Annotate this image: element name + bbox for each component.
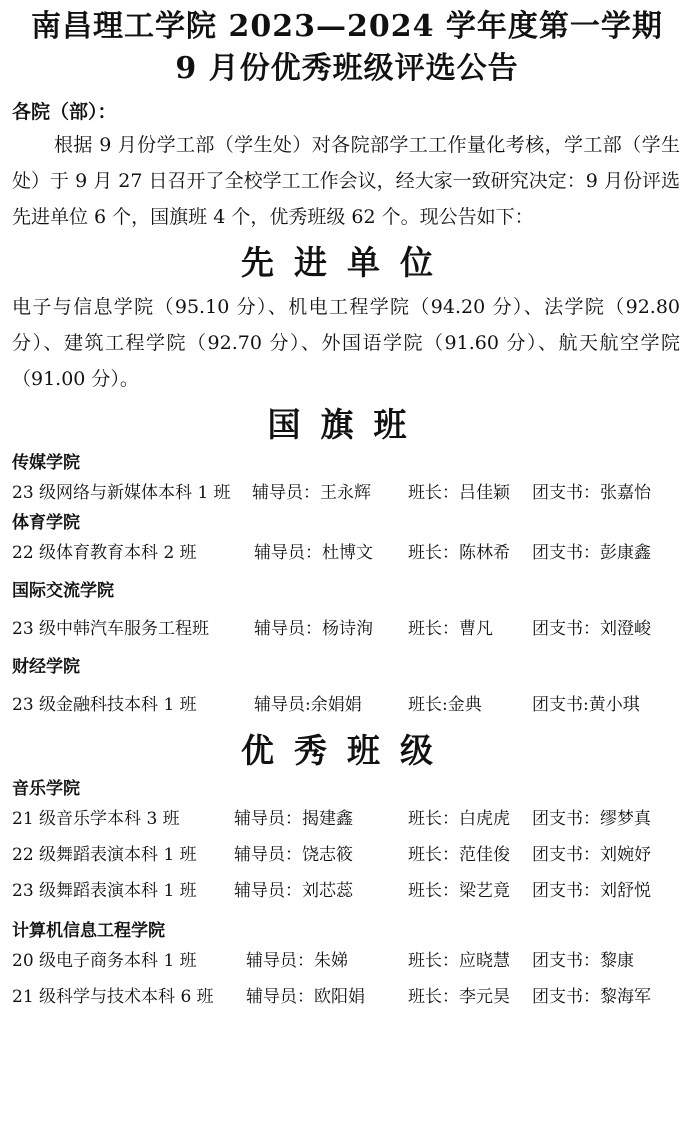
class-name: 23 级舞蹈表演本科 1 班 bbox=[12, 881, 197, 901]
class-name: 22 级体育教育本科 2 班 bbox=[12, 543, 197, 563]
section-heading-excellent-class: 优秀班级 bbox=[241, 731, 453, 770]
class-name: 23 级金融科技本科 1 班 bbox=[12, 695, 197, 715]
class-row bbox=[0, 801, 694, 837]
section-heading-advanced-units: 先进单位 bbox=[241, 243, 453, 282]
counselor: 辅导员：刘芯蕊 bbox=[234, 881, 353, 901]
monitor: 班长:金典 bbox=[408, 695, 482, 715]
intro-paragraph: 根据 9 月份学工部（学生处）对各院部学工工作量化考核，学工部（学生处）于 9 月 27 日召开了全校学工工作会议，经大家一致研究决定：9 月份评选先进单位 6 个，国旗班 4 个，优秀班级 62 个。现公告如下： bbox=[12, 134, 680, 228]
college-name: 国际交流学院 bbox=[12, 581, 114, 601]
college-name: 音乐学院 bbox=[12, 779, 80, 799]
league-secretary: 团支书：张嘉怡 bbox=[532, 483, 651, 503]
section-heading-flag-class: 国旗班 bbox=[267, 405, 427, 444]
class-name: 20 级电子商务本科 1 班 bbox=[12, 951, 197, 971]
class-row bbox=[0, 873, 694, 909]
advanced-units-list: 电子与信息学院（95.10 分）、机电工程学院（94.20 分）、法学院（92.80 分）、建筑工程学院（92.70 分）、外国语学院（91.60 分）、航天航空学院（91.00 分）。 bbox=[12, 296, 680, 390]
monitor: 班长：李元昊 bbox=[408, 987, 510, 1007]
league-secretary: 团支书：黎海军 bbox=[532, 987, 651, 1007]
flag-class-list bbox=[0, 451, 694, 723]
class-name: 23 级中韩汽车服务工程班 bbox=[12, 619, 210, 639]
league-secretary: 团支书：缪梦真 bbox=[532, 809, 651, 829]
class-row bbox=[0, 979, 694, 1015]
league-secretary: 团支书：彭康鑫 bbox=[532, 543, 651, 563]
class-row bbox=[0, 475, 694, 511]
greeting: 各院（部）： bbox=[12, 101, 117, 123]
notice-title-line2: 9 月份优秀班级评选公告 bbox=[175, 51, 519, 86]
league-secretary: 团支书：黎康 bbox=[532, 951, 634, 971]
league-secretary: 团支书:黄小琪 bbox=[532, 695, 640, 715]
league-secretary: 团支书：刘舒悦 bbox=[532, 881, 651, 901]
college-name: 传媒学院 bbox=[12, 453, 80, 473]
monitor: 班长：范佳俊 bbox=[408, 845, 510, 865]
notice-title-line1: 南昌理工学院 2023—2024 学年度第一学期 bbox=[31, 9, 663, 44]
counselor: 辅导员：杜博文 bbox=[254, 543, 373, 563]
notice-page bbox=[0, 7, 694, 1132]
class-name: 21 级音乐学本科 3 班 bbox=[12, 809, 180, 829]
monitor: 班长：吕佳颖 bbox=[408, 483, 510, 503]
college-name: 体育学院 bbox=[12, 513, 80, 533]
counselor: 辅导员：欧阳娟 bbox=[246, 987, 365, 1007]
class-row bbox=[0, 535, 694, 571]
class-name: 22 级舞蹈表演本科 1 班 bbox=[12, 845, 197, 865]
class-row bbox=[0, 837, 694, 873]
league-secretary: 团支书：刘澄峻 bbox=[532, 619, 651, 639]
class-row bbox=[0, 943, 694, 979]
class-row bbox=[0, 611, 694, 647]
class-row bbox=[0, 687, 694, 723]
league-secretary: 团支书：刘婉妤 bbox=[532, 845, 651, 865]
college-name: 计算机信息工程学院 bbox=[12, 921, 165, 941]
monitor: 班长：梁艺竟 bbox=[408, 881, 510, 901]
monitor: 班长：白虎虎 bbox=[408, 809, 510, 829]
counselor: 辅导员:余娟娟 bbox=[254, 695, 362, 715]
counselor: 辅导员：杨诗洵 bbox=[254, 619, 373, 639]
excellent-class-list bbox=[0, 777, 694, 1015]
college-name: 财经学院 bbox=[12, 657, 80, 677]
counselor: 辅导员：饶志筱 bbox=[234, 845, 353, 865]
class-name: 21 级科学与技术本科 6 班 bbox=[12, 987, 214, 1007]
monitor: 班长：应晓慧 bbox=[408, 951, 510, 971]
class-name: 23 级网络与新媒体本科 1 班 bbox=[12, 483, 231, 503]
monitor: 班长：曹凡 bbox=[408, 619, 493, 639]
monitor: 班长：陈林希 bbox=[408, 543, 510, 563]
counselor: 辅导员：朱娣 bbox=[246, 951, 348, 971]
counselor: 辅导员：王永辉 bbox=[252, 483, 371, 503]
counselor: 辅导员：揭建鑫 bbox=[234, 809, 353, 829]
